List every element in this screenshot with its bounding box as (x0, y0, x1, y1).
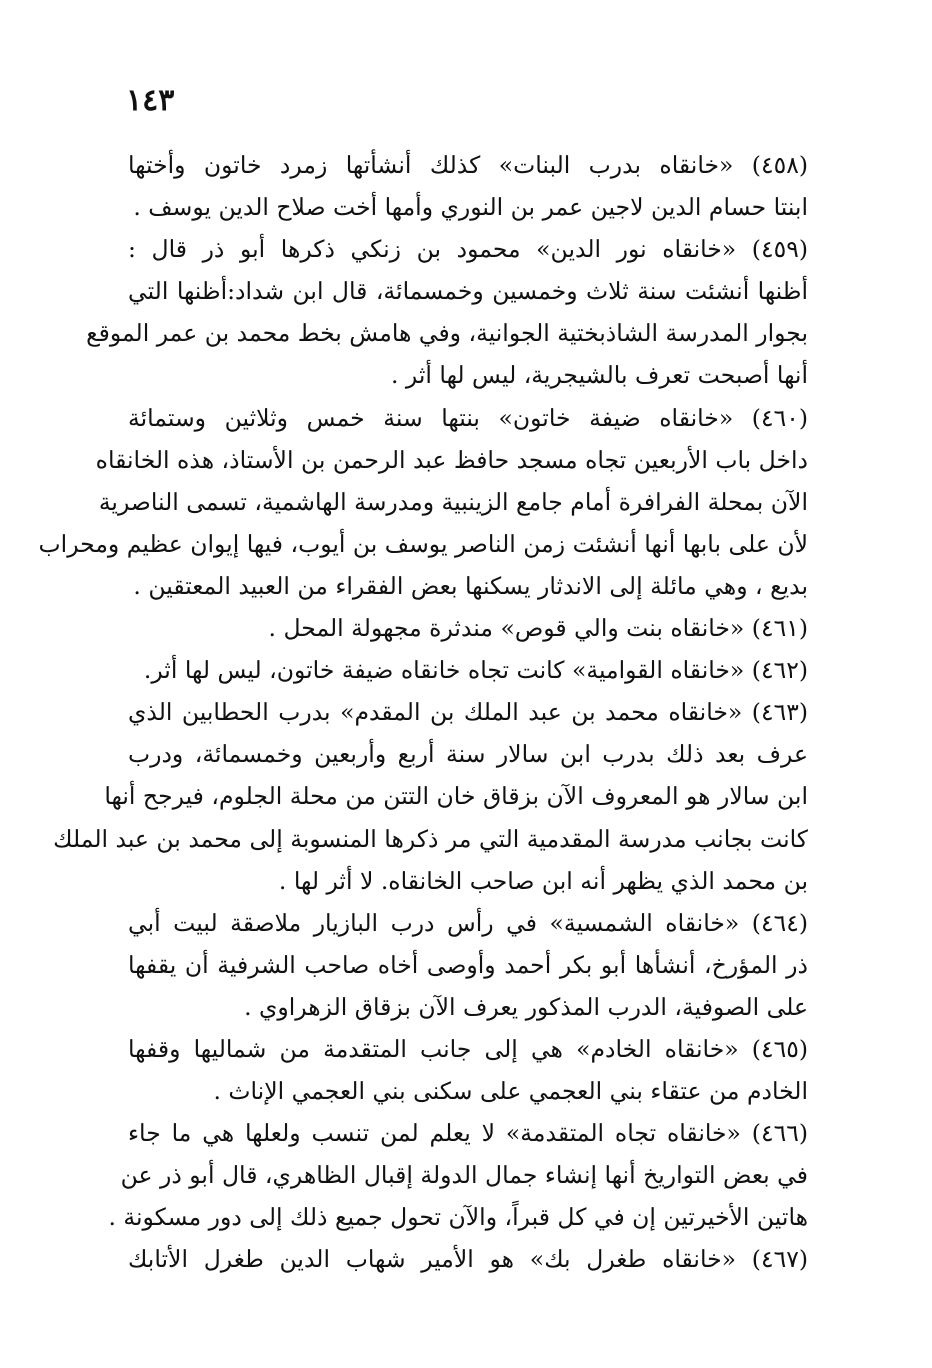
text-line: أنها أصبحت تعرف بالشيجرية، ليس لها أثر . (390, 361, 808, 390)
text-line: الآن بمحلة الفرافرة أمام جامع الزينبية ومدرسة الهاشمية، تسمى الناصرية (98, 487, 808, 516)
text-line: (٤٦٧) «خانقاه طغرل بك» هو الأمير شهاب الدين طغرل الأتابك (128, 1245, 808, 1274)
text-line: ذر المؤرخ، أنشأها أبو بكر أحمد وأوصى أخاه صاحب الشرفية أن يقفها (128, 950, 808, 979)
text-line: بجوار المدرسة الشاذبختية الجوانية، وفي هامش بخط محمد بن عمر الموقع (86, 319, 808, 348)
text-line: ابنتا حسام الدين لاجين عمر بن النوري وأمها أخت صلاح الدين يوسف . (133, 193, 808, 222)
text-line: داخل باب الأربعين تجاه مسجد حافظ عبد الرحمن بن الأستاذ، هذه الخانقاه (95, 445, 808, 474)
entry-paragraph (128, 1238, 808, 1280)
text-line: (٤٦٣) «خانقاه محمد بن عبد الملك بن المقدم» بدرب الحطابين الذي (128, 698, 808, 727)
entry-paragraph (128, 607, 808, 649)
entry-paragraph (86, 228, 808, 396)
text-line: في بعض التواريخ أنها إنشاء جمال الدولة إقبال الظاهري، قال أبو ذر عن (120, 1161, 808, 1190)
body-text (38, 144, 808, 1281)
entry-paragraph (128, 1028, 808, 1112)
text-line: هاتين الأخيرتين إن في كل قبراً، والآن تحول جميع ذلك إلى دور مسكونة . (108, 1203, 808, 1232)
text-line: ابن سالار هو المعروف الآن بزقاق خان التتن من محلة الجلوم، فيرجح أنها (104, 782, 808, 811)
text-line: على الصوفية، الدرب المذكور يعرف الآن بزقاق الزهراوي . (244, 992, 808, 1021)
entry-paragraph (128, 902, 808, 1028)
entry-paragraph (128, 649, 808, 691)
text-line: (٤٥٩) «خانقاه نور الدين» محمود بن زنكي ذكرها أبو ذر قال : (128, 235, 808, 264)
text-line: عرف بعد ذلك بدرب ابن سالار سنة أربع وأربعين وخمسمائة، ودرب (128, 740, 808, 769)
text-line: لأن على بابها أنها أنشئت زمن الناصر يوسف بن أيوب، فيها إيوان عظيم ومحراب (38, 529, 808, 558)
entry-paragraph (38, 397, 808, 607)
entry-paragraph (128, 144, 808, 228)
entry-paragraph (53, 691, 808, 901)
text-line: بديع ، وهي مائلة إلى الاندثار يسكنها بعض الفقراء من العبيد المعتقين . (133, 571, 808, 600)
text-line: أظنها أنشئت سنة ثلاث وخمسين وخمسمائة، قال ابن شداد:أظنها التي (128, 277, 808, 306)
text-line: (٤٦٥) «خانقاه الخادم» هي إلى جانب المتقدمة من شماليها وقفها (128, 1034, 808, 1063)
text-line: (٤٦٦) «خانقاه تجاه المتقدمة» لا يعلم لمن تنسب ولعلها هي ما جاء (128, 1119, 808, 1148)
text-line: (٤٥٨) «خانقاه بدرب البنات» كذلك أنشأتها زمرد خاتون وأختها (128, 151, 808, 179)
text-line: (٤٦١) «خانقاه بنت والي قوص» مندثرة مجهولة المحل . (268, 614, 808, 643)
page-number: ١٤٣ (126, 83, 175, 118)
entry-paragraph (108, 1112, 808, 1238)
text-line: (٤٦٠) «خانقاه ضيفة خاتون» بنتها سنة خمس وثلاثين وستمائة (128, 403, 808, 432)
text-line: بن محمد الذي يظهر أنه ابن صاحب الخانقاه. لا أثر لها . (278, 866, 808, 895)
text-line: (٤٦٢) «خانقاه القوامية» كانت تجاه خانقاه ضيفة خاتون، ليس لها أثر. (143, 656, 808, 685)
text-line: كانت بجانب مدرسة المقدمية التي مر ذكرها المنسوبة إلى محمد بن عبد الملك (53, 824, 808, 853)
text-line: الخادم من عتقاء بني العجمي على سكنى بني العجمي الإناث . (213, 1077, 808, 1106)
text-line: (٤٦٤) «خانقاه الشمسية» في رأس درب البازيار ملاصقة لبيت أبي (128, 908, 808, 937)
